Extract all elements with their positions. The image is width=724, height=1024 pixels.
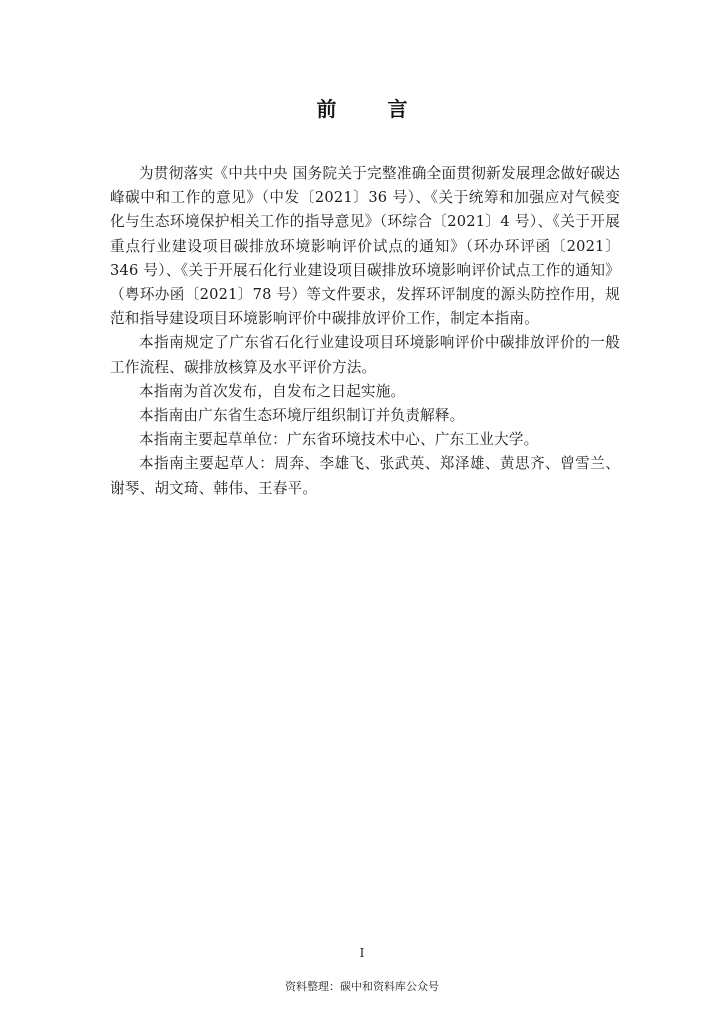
paragraph-interpretation: 本指南由广东省生态环境厅组织制订并负责解释。 (139, 407, 465, 425)
paragraph-drafting-units: 本指南主要起草单位：广东省环境技术中心、广东工业大学。 (139, 431, 539, 449)
page-number: I (359, 946, 365, 960)
paragraph-drafters: 本指南主要起草人：周奔、李雄飞、张武英、郑泽雄、黄思齐、曾雪兰、谢琴、胡文琦、韩伟、王春平。 (110, 455, 620, 497)
page-title: 前 言 (316, 97, 430, 121)
footer-note: 资料整理：碳中和资料库公众号 (285, 980, 439, 993)
paragraph-purpose: 为贯彻落实《中共中央 国务院关于完整准确全面贯彻新发展理念做好碳达峰碳中和工作的意见》（中发〔2021〕36 号）、《关于统筹和加强应对气候变化与生态环境保护相关工作的指导意见》（环综合〔2021〕4 号）、《关于开展重点行业建设项目碳排放环境影响评价试点的通知》（环办环评函〔2021〕346 号）、《关于开展石化行业建设项目碳排放环境影响评价试点工作的通知》（粤环办函〔2021〕78 号）等文件要求，发挥环评制度的源头防控作用，规范和指导建设项目环境影响评价中碳排放评价工作，制定本指南。 (110, 165, 620, 328)
paragraph-scope: 本指南规定了广东省石化行业建设项目环境影响评价中碳排放评价的一般工作流程、碳排放核算及水平评价方法。 (110, 334, 620, 376)
document-body (110, 162, 620, 501)
paragraph-release: 本指南为首次发布，自发布之日起实施。 (139, 382, 406, 400)
